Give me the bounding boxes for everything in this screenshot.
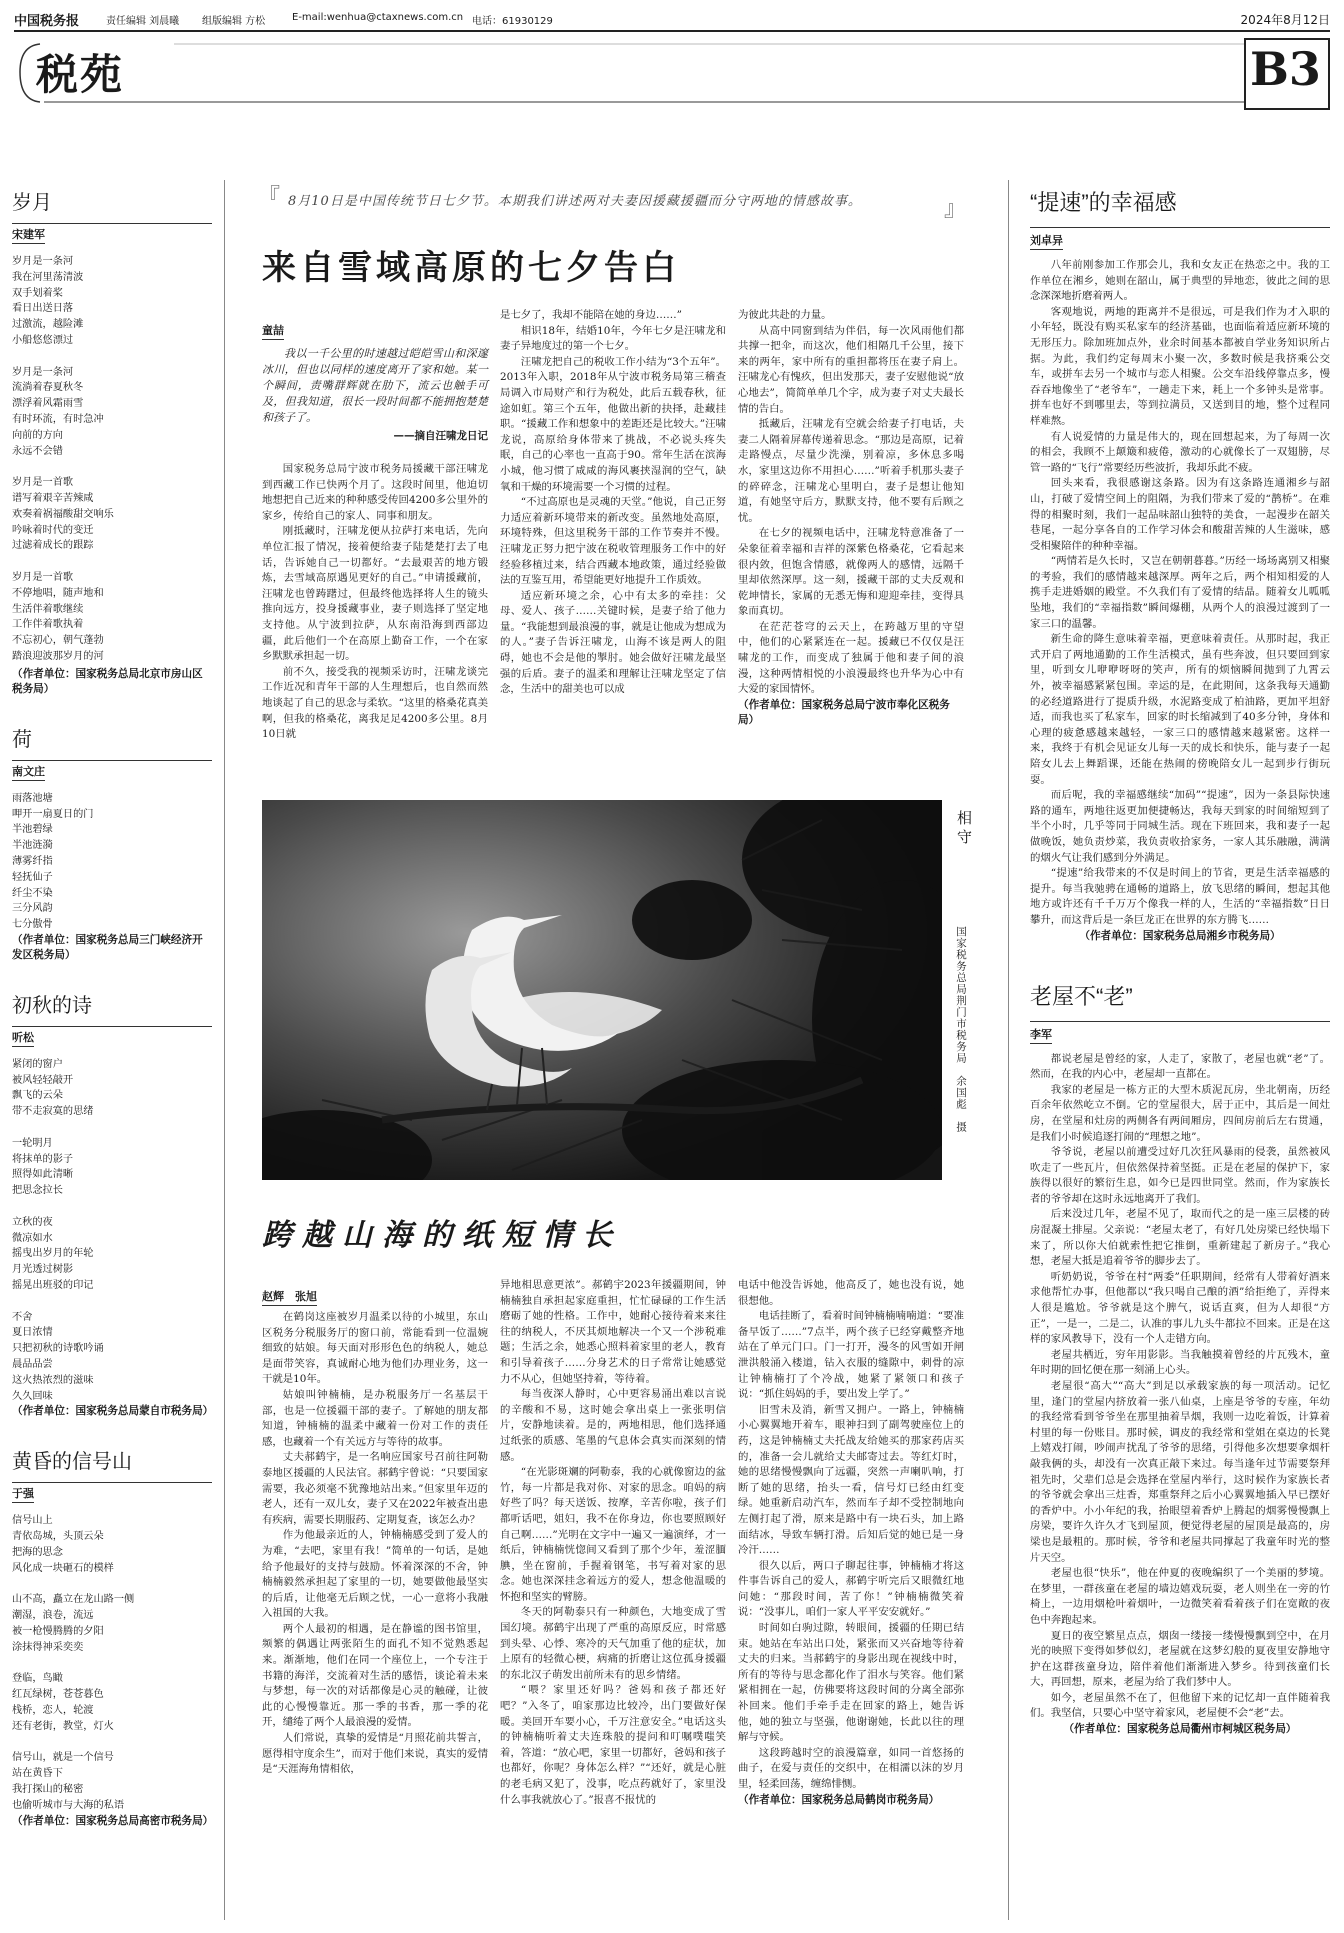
intro-box bbox=[258, 185, 966, 222]
right-story2-title: 老屋不“老” bbox=[1030, 983, 1133, 1009]
poem-body: 岁月是一条河 我在河里荡清波 双手划着桨 看日出送日落 过激流，越险滩 小船悠悠漂过 岁月是一条河 流淌着春夏秋冬 漂浮着风霜雨雪 有时环流，有时急冲 向前的方向 永远不会错 岁月是一首歌 谱写着艰辛苦辣咸 欢奏着祸福酸甜交响乐 吟咏着时代的变迁 过滤着成长的跟踪 岁月是一首歌 不停地唱，随声地和 生活伴着歌继续 工作伴着歌执着 不忘初心，朝气蓬勃 踏浪迎波那岁月的河 bbox=[12, 256, 114, 662]
paragraph: 电话中他没告诉她，他高反了，她也没有说，她很想他。 bbox=[738, 1279, 964, 1307]
paragraph: 在茫茫苍穹的云天上，在跨越万里的守望中，他们的心紧紧连在一起。援藏已不仅仅是汪啸龙的工作，而变成了独属于他和妻子间的浪漫，这种两情相悦的小浪漫最终也升华为心中有大爱的家国情怀。 bbox=[738, 620, 964, 696]
right-story2-author: 李军 bbox=[1030, 1026, 1330, 1044]
paragraph: 适应新环境之余，心中有太多的牵挂：父母、爱人、孩子……关键时候，是妻子给了他力量。“我能想到最浪漫的事，就是让他成为想成为的人。”妻子告诉汪啸龙，山海不该是两人的阻碍，她也不会是他的掣肘。她会做好汪啸龙最坚强的后盾。妻子的温柔和理解让汪啸龙坚定了信念，生活中的甜美也可以成 bbox=[500, 589, 726, 696]
poem-unit: （作者单位：国家税务总局蒙自市税务局） bbox=[12, 1405, 214, 1418]
date-label: 2024年8月12日 bbox=[1240, 13, 1330, 27]
poem-title-rule bbox=[12, 760, 212, 761]
right-column bbox=[1030, 186, 1330, 1737]
paragraph: 人们常说，真挚的爱情是“月照花前共誓言，愿得相守度余生”，而对于他们来说，真实的爱情是“天涯海角情相依， bbox=[262, 1732, 488, 1776]
right-story1-body bbox=[1030, 258, 1330, 944]
poem-block-he bbox=[12, 723, 212, 963]
story2-col3 bbox=[738, 1278, 964, 1808]
poem-title: 初秋的诗 bbox=[12, 994, 92, 1017]
paragraph: 如今，老屋虽然不在了，但他留下来的记忆却一直伴随着我们。我坚信，只要心中坚守着家风，老屋便不会“老”去。 bbox=[1030, 1691, 1330, 1720]
paragraph: 都说老屋是曾经的家，人走了，家散了，老屋也就“老”了。然而，在我的内心中，老屋却一直都在。 bbox=[1030, 1052, 1330, 1081]
paragraph: “提速”给我带来的不仅是时间上的节省，更是生活幸福感的提升。每当我驰骋在通畅的道路上，放飞思绪的瞬间，想起其他地方或许还有千千万万个像我一样的人，生活的“幸福指数”日日攀升，而这背后是一条巨龙正在世界的东方腾飞…… bbox=[1030, 867, 1330, 926]
poem-block-xinhaoshan bbox=[12, 1445, 212, 1828]
story2-unit: （作者单位：国家税务总局鹤岗市税务局） bbox=[738, 1793, 940, 1806]
paragraph: 相识18年，结婚10年，今年七夕是汪啸龙和妻子异地度过的第一个七夕。 bbox=[500, 324, 726, 353]
paragraph: 很久以后，两口子聊起往事，钟楠楠才将这件事告诉自己的爱人，郝鹤宇听完后又眼微红地问她：“那段时间，苦了你！”钟楠楠微笑着说：“没事儿，咱们一家人平平安安就好。” bbox=[738, 1559, 964, 1619]
story1-col3 bbox=[738, 308, 964, 728]
story1-unit: （作者单位：国家税务总局宁波市奉化区税务局） bbox=[738, 698, 950, 726]
story2-col1 bbox=[262, 1310, 488, 1778]
paragraph: 老屋很“高大”“高大”到足以承载家族的每一项活动。记忆里，逢门的堂屋内挤放着一张八仙桌，上座是爷爷的专座，年幼的我经常看到爷爷坐在那里抽着旱烟，我则一边吃着饭，计算着村里的每一份账目。那时候，调皮的我经常和堂姐在桌边的长凳上嬉戏打闹，吵闹声扰乱了爷爷的思绪，引得他多次想要拿烟杆敲我俩的头，却没有一次真正敲下来过。每当逢年过节需要祭拜祖先时，父辈们总是会选择在堂屋内举行，这时候作为家族长者的爷爷就会拿出三炷香，郑重祭拜之后小心翼翼地插入早已摆好的香炉中。小小年纪的我，抬眼望着香炉上腾起的烟雾慢慢飘上房梁，要许久许久才飞到屋顶，便觉得老屋的屋顶是最高的，房梁也是最粗的。那时候，爷爷和老屋共同撑起了我童年时光的整片天空。 bbox=[1030, 1380, 1330, 1564]
story1-title: 来自雪域高原的七夕告白 bbox=[262, 248, 680, 288]
paragraph: 从高中同窗到结为伴侣，每一次风雨他们都共撑一把伞，而这次，他们相隔几千公里，接下来的两年，家中所有的重担都将压在妻子肩上。汪啸龙心有愧疚，但出发那天，妻子安慰他说“放心地去”，简简单单几个字，成为妻子对丈夫最长情的告白。 bbox=[738, 324, 964, 415]
right-story2-body bbox=[1030, 1052, 1330, 1738]
page-number: B3 bbox=[1250, 42, 1321, 96]
paragraph: “喂？家里还好吗？爸妈和孩子都还好吧？”入冬了，咱家那边比较冷，出门要做好保暖。美回开车要小心，千万注意安全。”电话这头的钟楠楠听着丈夫连珠般的提问和叮嘱噗嗤笑着，答道：“放心吧，家里一切都好，爸妈和孩子也都好，你呢？身体怎么样？”“还好，就是心脏的老毛病又犯了，没事，吃点药就好了，家里没什么事我就放心了。”报喜不报忧的 bbox=[500, 1684, 726, 1806]
story1-col2 bbox=[500, 308, 726, 698]
egret-photo bbox=[262, 800, 942, 1180]
paragraph: 回头来看，我很感谢这条路。因为有这条路连通湘乡与韶山，打破了爱情空间上的阻隔，为我们带来了爱的“鹊桥”。在难得的相聚时刻，我们一起品味韶山独特的美食，一起漫步在韶关巷尾，一起分享各自的工作学习体会和酸甜苦辣的人生滋味，感受相聚陪伴的种种幸福。 bbox=[1030, 477, 1330, 552]
paragraph: 旧雪未及消，新雪又拥户。一路上，钟楠楠小心翼翼地开着车，眼神扫到了副驾驶座位上的药，这是钟楠楠丈夫托战友给她买的那家药店买的，准备一会儿就给丈夫邮寄过去。等红灯时，她的思绪慢慢飘向了远疆，突然一声喇叭响，打断了她的思绪，抬头一看，信号灯已经由红变绿。她重新启动汽车，然而车子却不受控制地向左侧打起了滑，原来是路中有一块石头，加上路面结冰，导致车辆打滑。后知后觉的她已是一身冷汗…… bbox=[738, 1403, 964, 1557]
paragraph: 爷爷说，老屋以前遭受过好几次狂风暴雨的侵袭，虽然被风吹走了一些瓦片，但依然保持着坚挺。正是在老屋的保护下，家族得以很好的繁衍生息，如今已是四世同堂。然而，作为家族长者的爷爷却在这时永远地离开了我们。 bbox=[1030, 1146, 1330, 1205]
paragraph: 作为他最亲近的人，钟楠楠感受到了爱人的为难，“去吧，家里有我！”简单的一句话，是她给予他最好的支持与鼓励。怀着深深的不舍，钟楠楠毅然承担起了家里的一切，她要做他最坚实的后盾，让他毫无后顾之忧，一心一意将小我融入祖国的大我。 bbox=[262, 1529, 488, 1620]
banner-frame bbox=[14, 38, 1330, 108]
right-story1-title: “提速”的幸福感 bbox=[1030, 190, 1177, 215]
right-story1-author: 刘卓异 bbox=[1030, 232, 1330, 250]
poem-author: 宋建军 bbox=[12, 226, 212, 244]
paragraph: “两情若是久长时，又岂在朝朝暮暮。”历经一场场离别又相聚的考验，我们的感情越来越深厚。两年之后，两个相知相爱的人携手走进婚姻的殿堂。不久我们有了爱情的结晶。随着女儿呱呱坠地，我们的“幸福指数”瞬间爆棚，从两个人的浪漫过渡到了一家三口的温馨。 bbox=[1030, 555, 1330, 630]
right-story2-unit: （作者单位：国家税务总局衢州市柯城区税务局） bbox=[1063, 1723, 1297, 1736]
poem-title: 荷 bbox=[12, 728, 32, 751]
paragraph: 前不久，接受我的视频采访时，汪啸龙谈完工作近况和青年干部的人生理想后，也自然而然地谈起了自己的思念与柔软。“这里的格桑花真美啊，但我的格桑花，离我足足4200多公里。8月10日就 bbox=[262, 665, 488, 741]
paragraph: 八年前刚参加工作那会儿，我和女友正在热恋之中。我的工作单位在湘乡，她则在韶山，属于典型的异地恋，彼此之间的思念深深地折磨着两人。 bbox=[1030, 259, 1330, 303]
paragraph: 老屋也很“快乐”，他在仲夏的夜晚编织了一个美丽的梦境。在梦里，一群孩童在老屋的墙边嬉戏玩耍，老人则坐在一旁的竹椅上，一边用烟枪叶着烟叶，一边微笑着看着孩子们在宽敞的夜色中奔跑起来。 bbox=[1030, 1567, 1330, 1626]
header-rule bbox=[14, 30, 1330, 32]
section-banner bbox=[14, 38, 1330, 108]
paragraph: 而后呢，我的幸福感继续“加码”“提速”，因为一条县际快速路的通车，两地往返更加便捷畅达，我每天到家的时间缩短到了半个小时，几乎等同于同城生活。现在下班回来，我和妻子一起做晚饭，她负责炒菜，我负责收拾家务，一家人其乐融融，满满的烟火气让我们感到分外满足。 bbox=[1030, 789, 1330, 864]
paragraph: 这段跨越时空的浪漫篇章，如同一首悠扬的曲子，在爱与责任的交织中，在相濡以沫的岁月里，轻柔回荡，缠绵悱恻。 bbox=[738, 1746, 964, 1790]
header-bar bbox=[14, 10, 1330, 30]
paragraph: 老屋共栖近，穷年用影影。当我触摸着曾经的片瓦残木，童年时期的回忆便在那一刻涌上心头。 bbox=[1030, 1348, 1330, 1377]
poem-title-rule bbox=[12, 1482, 212, 1483]
paragraph: 姑娘叫钟楠楠，是办税服务厅一名基层干部，也是一位援疆干部的妻子。了解她的朋友都知道，钟楠楠的温柔中藏着一份对工作的责任感，也藏着一个有关远方与等待的故事。 bbox=[262, 1388, 488, 1448]
paragraph: “在光影斑斓的阿勒泰，我的心就像窗边的盆竹，每一片都是我对你、对家的思念。咱妈的病好些了吗？每天送饭、按摩，辛苦你啦，孩子们都听话吧，姐妇，我不在你身边，你也要照顾好自己啊……”光明在文字中一遍又一遍演绎，才一纸后，钟楠楠恍惚间又看到了那个少年，羞涩腼腆，坐在窗前，手握着钢笔，书写着对家的思念。她也深深挂念着远方的爱人，想念他温暖的怀抱和坚实的臂膀。 bbox=[500, 1466, 726, 1603]
paragraph: 新生命的降生意味着幸福，更意味着责任。从那时起，我正式开启了两地通勤的工作生活模式，虽有些奔波，但只要回到家里，听到女儿咿咿呀呀的笑声，所有的烦恼瞬间抛到了九霄云外，被幸福感紧紧包围。幸运的是，在此期间，这条我每天通勤的必经道路进行了提质升级，水泥路变成了柏油路，更加平坦舒适，而我也买了私家车，回家的时长缩减到了40多分钟，身体和心理的疲惫感越来越轻，一家三口的感情越来越紧密。这样一来，我终于有机会见证女儿每一天的成长和快乐，能与妻子一起陪女儿去上舞蹈课，还能在热闹的傍晚陪女儿一起到步行街玩耍。 bbox=[1030, 633, 1330, 786]
phone-label: 电话：61930129 bbox=[472, 16, 553, 27]
poem-unit: （作者单位：国家税务总局北京市房山区税务局） bbox=[12, 667, 203, 695]
editor-label: 责任编辑 刘晨曦 bbox=[106, 16, 180, 27]
layout-label: 组版编辑 方松 bbox=[202, 16, 266, 27]
left-column bbox=[12, 184, 212, 1829]
poem-title-rule bbox=[12, 223, 212, 224]
photo-caption-title: 相守 bbox=[955, 810, 973, 848]
paragraph: 电话挂断了，看着时间钟楠楠喃喃道：“要准备早饭了……”7点半，两个孩子已经穿戴整齐地站在了单元门口。门一打开，漫冬的风雪如开闸泄洪般涌入楼道，钻入衣服的缝隙中，刺骨的凉让钟楠楠打了个冷战，她紧了紧领口和孩子说：“抓住妈妈的手，要出发上学了。” bbox=[738, 1310, 964, 1401]
email-label: E-mail:wenhua@ctaxnews.com.cn bbox=[292, 12, 464, 23]
poem-unit: （作者单位：国家税务总局高密市税务局） bbox=[12, 1814, 214, 1827]
paragraph: 抵藏后，汪啸龙有空就会给妻子打电话，夫妻二人隔着屏幕传递着思念。“那边是高原，记着走路慢点，尽量少洗澡，别着凉，多休息多喝水，家里这边你不用担心……”听着手机那头妻子的碎碎念，汪啸龙心里明白，妻子是想让他知道，有她坚守后方，默默支持，他不要有后顾之忧。 bbox=[738, 418, 964, 524]
paragraph: 在鹤岗这座被岁月温柔以待的小城里，东山区税务分税服务厅的窗口前，常能看到一位温婉细致的姑娘。每天面对形形色色的纳税人，她总是面带笑容，真诚耐心地为他们办理业务，这一干就是10年。 bbox=[262, 1311, 488, 1386]
paragraph: 夏日的夜空繁星点点，烟囱一缕接一缕慢慢飘到空中，在月光的映照下变得如梦似幻，老屋就在这梦幻般的夏夜里安静地守护在这群孩童身边，陪伴着他们渐渐进入梦乡。待到孩童们长大，再回想，原来，老屋为给了我们梦中人。 bbox=[1030, 1629, 1330, 1689]
paragraph: 冬天的阿勒泰只有一种颜色，大地变成了雪国幻境。郝鹤宇出现了严重的高原反应，时常感到头晕、心悸、寒冷的天气加重了他的症状，加上原有的轻微心梗，病痛的折磨让这位孤身援疆的东北汉子萌发出前所未有的思乡情绪。 bbox=[500, 1606, 726, 1681]
close-bracket-icon: 』 bbox=[943, 197, 966, 222]
paragraph: 异地相思意更浓”。郝鹤宇2023年援疆期间，钟楠楠独自承担起家庭重担，忙忙碌碌的工作生活磨砺了她的性格。工作中，她耐心接待着来来往往的纳税人，不厌其烦地解决一个又一个涉税难题；生活之余，她悉心照料着家里的老人，教育和引导着孩子……分身艺术的日子常常让她感觉力不从心，但她坚持着，等待着。 bbox=[500, 1279, 726, 1385]
poem-block-chuqiu bbox=[12, 989, 212, 1420]
poem-body: 紧闭的窗户 被风轻轻敲开 飘飞的云朵 带不走寂寞的思绪 一轮明月 将抹单的影子 照得如此清晰 把思念拉长 立秋的夜 微凉如水 摇曳出岁月的年轮 月光透过树影 摇晃出班驳的印记 不舍 夏日浓情 只把初秋的诗歌吟诵 晨品品尝 这火热浓烈的滋味 久久回味 bbox=[12, 1058, 104, 1402]
right-story1-unit: （作者单位：国家税务总局湘乡市税务局） bbox=[1079, 929, 1281, 942]
poem-title: 黄昏的信号山 bbox=[12, 1451, 132, 1474]
open-bracket-icon: 『 bbox=[258, 185, 281, 210]
poem-title: 岁月 bbox=[12, 192, 52, 214]
photo-caption-credit: 国家税务总局荆门市税务局 余国彪 摄 bbox=[955, 926, 967, 1133]
rule-right bbox=[1008, 180, 1009, 1920]
poem-unit: （作者单位：国家税务总局三门峡经济开发区税务局） bbox=[12, 933, 203, 961]
story1-col1 bbox=[262, 462, 488, 743]
section-title: 税苑 bbox=[36, 50, 125, 99]
story2-author: 赵辉 张旭 bbox=[262, 1288, 317, 1306]
page-number-box bbox=[1244, 38, 1330, 110]
paragraph: 时间如白驹过隙，转眼间，援疆的任期已结束。她站在车站出口处，紧张而又兴奋地等待着丈夫的归来。当郝鹤宇的身影出现在视线中时，所有的等待与思念都化作了泪水与笑容。他们紧紧相拥在一起，仿佛要将这段时间的分离全部弥补回来。他们手牵手走在回家的路上，她告诉他，她的独立与坚强，他谢谢她，长此以往的理解与守候。 bbox=[738, 1622, 964, 1744]
paragraph: 听奶奶说，爷爷在村“两委”任职期间，经常有人带着好酒来求他帮忙办事，但他都以“我只喝自己酿的酒”给拒绝了，弄得来人很是尴尬。爷爷就是这个脾气，说话直爽，但为人却很“方正”，一是一，二是二，认准的事儿九头牛都拉不回来。正是在这样的家风教导下，没有一个人走错方向。 bbox=[1030, 1270, 1330, 1346]
story2-title: 跨越山海的纸短情长 bbox=[262, 1218, 622, 1253]
right-story2-rule bbox=[1030, 1021, 1330, 1022]
paragraph: 丈夫郝鹤宇，是一名响应国家号召前往阿勒泰地区援疆的人民法官。郝鹤宇曾说：“只要国家需要，我必须毫不犹豫地站出来。”但家里年迈的老人，还有一双儿女，妻子又在2022年被查出患有疾病，需要长期服药、定期复查，该怎么办？ bbox=[262, 1451, 488, 1526]
story2-col2 bbox=[500, 1278, 726, 1808]
poem-block-suiyue bbox=[12, 186, 212, 697]
paragraph: 汪啸龙把自己的税收工作小结为“3个五年”。2013年入职，2018年从宁波市税务局第三稽查局调入市局财产和行为税处，此后五载春秋，征途如虹。第三个五年，他做出新的抉择，赴藏挂职。“援藏工作和想象中的差距还是比较大。”汪啸龙说，高原给身体带来了挑战，不必说头疼失眠，自己的心率也一直高于90。常年生活在滨海小城，他习惯了咸咸的海风裹挟湿润的空气，缺氧和干燥的环境需要一个习惯的过程。 bbox=[500, 355, 726, 493]
poem-title-rule bbox=[12, 1026, 212, 1027]
paragraph: 在七夕的视频电话中，汪啸龙特意准备了一朵象征着幸福和吉祥的深紫色格桑花，它看起来很内敛，但饱含情感，就像两人的感情，远隔千里却依然深厚。这一刻，援藏干部的丈夫反观和乾坤情长，家属的无悉无悔和迎迎牵挂，变得具象而真切。 bbox=[738, 527, 964, 618]
story1-quote bbox=[262, 346, 488, 443]
paragraph: 是七夕了，我却不能陪在她的身边……” bbox=[500, 309, 682, 321]
paragraph: 每当夜深人静时，心中更容易涌出难以言说的辛酸和不易，这时她会拿出桌上一张张明信片，安静地读着。是的，两地相思，他们选择通过纸张的质感、笔墨的气息体会真实而深刻的情感。 bbox=[500, 1388, 726, 1463]
story1-quote-text: 我以一千公里的时速越过皑皑雪山和深邃冰川，但也以同样的速度离开了家和她。某一个瞬间，责嘴群辉就在肋下，流云也触手可及，但我知道，很长一段时间都不能拥抱楚楚和孩子了。 bbox=[262, 347, 488, 424]
rule-left bbox=[224, 180, 225, 1920]
paragraph: 后来没过几年，老屋不见了，取而代之的是一座三层楼的砖房混凝土排屋。父亲说：“老屋太老了，有好几处房梁已经快塌下来了，所以你大伯就索性把它推倒，重新建起了新房子。”我心想，老屋大抵是追着爷爷的脚步去了。 bbox=[1030, 1208, 1330, 1268]
egret-photo-illustration bbox=[262, 800, 942, 1180]
poem-body: 雨落池塘 呷开一扇夏日的门 半池碧绿 半池涟漪 薄雾纤指 轻抚仙子 纤尘不染 三分风韵 七分傲骨 bbox=[12, 792, 94, 931]
photo-caption bbox=[954, 810, 980, 1180]
poem-author: 南文庄 bbox=[12, 763, 212, 781]
paragraph: 客观地说，两地的距离并不是很远，可是我们作为才入职的小年轻，既没有购买私家车的经济基础，也面临着适应新环境的无形压力。除加班加点外，业余时间基本都被自学业务知识所占据。为此，我们约定每周末小聚一次，多数时候是我挤乘公交车，或拼车去另一个城市与恋人相聚。公交车沿线停靠点多，慢吞吞地像坐了“老爷车”，一趟走下来，耗上一个多钟头是常事。拼车也好不到哪里去，等到拉满员，又送到目的地，整个过程同样难熬。 bbox=[1030, 305, 1330, 427]
paper-name: 中国税务报 bbox=[14, 13, 80, 28]
paragraph: “不过高原也是灵魂的天堂。”他说，自己正努力适应着新环境带来的新改变。虽然地处高原，环境特殊，但这里税务干部的工作节奏并不慢。汪啸龙正努力把宁波在税收管理服务工作中的好经验移植过来，结合西藏本地政策，通过经验做法的互鉴互用，希望能更好地提升工作质效。 bbox=[500, 496, 726, 587]
paragraph: 国家税务总局宁波市税务局援藏干部汪啸龙到西藏工作已快两个月了。这段时间里，他迫切地想把自己近来的种种感受传回4200多公里外的家乡，传给自己的家人、同事和朋友。 bbox=[262, 463, 488, 522]
paragraph: 我家的老屋是一栋方正的大型木质泥瓦房，坐北朝南，历经百余年依然屹立不倒。它的堂屋很大，居于正中，其后是一间灶房，在堂屋和灶房的两侧各有两间厢房，四间房前后左右贯通，是我们小时候追逐打闹的“理想之地”。 bbox=[1030, 1083, 1330, 1143]
poem-author: 听松 bbox=[12, 1029, 212, 1047]
paragraph: 刚抵藏时，汪啸龙便从拉萨打来电话，先向单位汇报了情况，接着便给妻子陆楚楚打去了电话，告诉她自己一切都好。“去最艰苦的地方锻炼，去雪域高原遇见更好的自己。”申请援藏前，汪啸龙也曾踌躇过，但最终他选择将人生的镜头推向远方，投身援藏事业，妻子则选择了坚定地支持他。从宁波到拉萨，从东南沿海到西部边疆，此后他们一个在高原上勤奋工作，一个在家乡默默承担起一切。 bbox=[262, 525, 488, 663]
poem-author: 于强 bbox=[12, 1485, 212, 1503]
story1-author: 童喆 bbox=[262, 322, 284, 340]
paragraph: 有人说爱情的力量是伟大的，现在回想起来，为了每周一次的相会，我顾不上颠簸和疲倦，激动的心就像长了一双翅膀，尽管一路的“飞行”常要经历些波折，我却乐此不疲。 bbox=[1030, 430, 1330, 474]
poem-body: 信号山上 青依岛城，头顶云朵 把海的思念 风化成一块砸石的模样 山不高，矗立在龙山路一侧 潮湿，浪卷，流远 被一枪慢腾腾的夕阳 涂抹得神采奕奕 登临，鸟瞰 红瓦绿树，苍苍暮色 栈桥，恋人，轮渡 还有老街，教堂，灯火 信号山，就是一个信号 站在黄昏下 我打探山的秘密 也偷听城市与大海的私语 bbox=[12, 1515, 135, 1811]
story1-quote-source: ——摘自汪啸龙日记 bbox=[393, 430, 488, 442]
intro-text: 8月10日是中国传统节日七夕节。本期我们讲述两对夫妻因援藏援疆而分守两地的情感故事。 bbox=[288, 194, 862, 209]
right-story1-rule bbox=[1030, 227, 1330, 228]
paragraph: 两个人最初的相遇，是在静谧的图书馆里，频繁的偶遇让两张陌生的面孔不知不觉熟悉起来。渐渐地，他们在同一个座位上，一个专注于书籍的海洋，交流着对生活的感悟，谈论着未来与梦想，每一次的对话都像是心灵的触碰，让彼此的心慢慢靠近。那一季的书香，那一季的花开，缱绻了两个人最浪漫的爱情。 bbox=[262, 1622, 488, 1729]
paragraph: 为彼此共赴的力量。 bbox=[738, 309, 832, 321]
